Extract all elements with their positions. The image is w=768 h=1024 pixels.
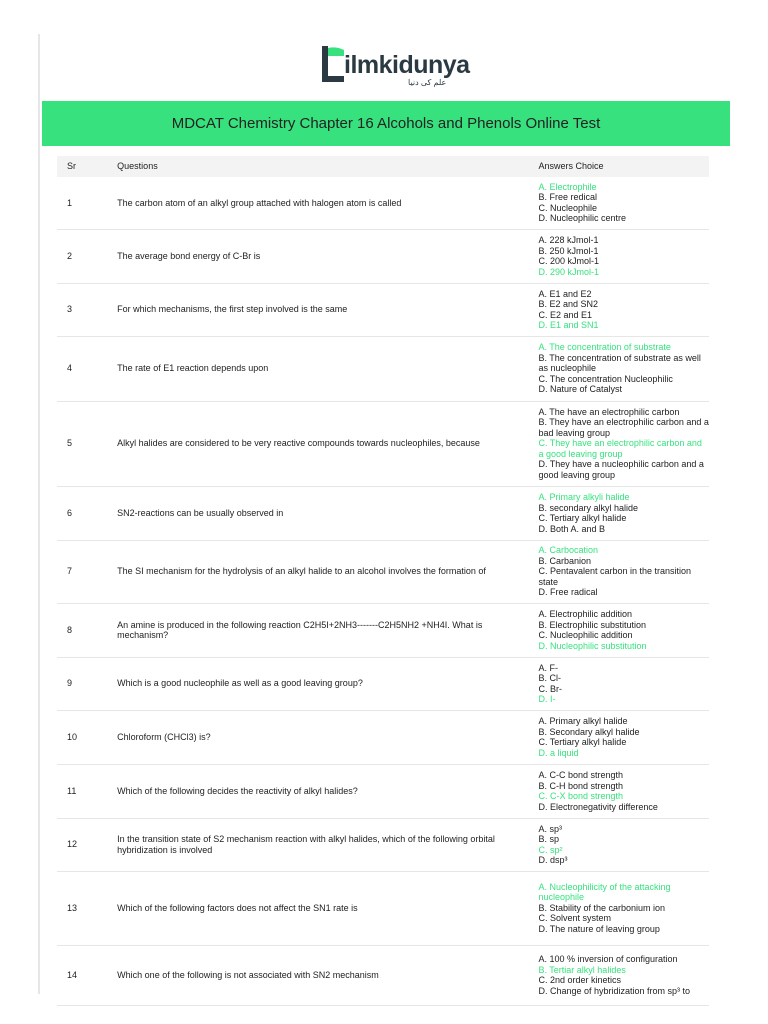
answer-option: C. 2nd order kinetics <box>538 975 621 985</box>
answer-choices <box>538 177 709 229</box>
answer-option-correct: A. The concentration of substrate <box>538 342 671 353</box>
answer-choices <box>538 486 709 540</box>
table-row <box>57 401 709 486</box>
row-number: 5 <box>57 401 117 486</box>
table-row <box>57 336 709 401</box>
table-row <box>57 764 709 818</box>
answer-option: A. F- <box>538 662 558 673</box>
answer-option: B. Electrophilic substitution <box>538 619 647 630</box>
answer-option: D. dsp³ <box>538 855 568 865</box>
question-text: Which is a good nucleophile as well as a good leaving group? <box>117 657 538 710</box>
answer-choices <box>538 401 709 486</box>
answer-option: A. The have an electrophilic carbon <box>538 406 680 417</box>
answer-choices <box>538 818 709 871</box>
answer-option-correct: D. E1 and SN1 <box>538 320 599 330</box>
answer-option: D. The nature of leaving group <box>538 923 660 934</box>
question-text: Alkyl halides are considered to be very reactive compounds towards nucleophiles, because <box>117 401 538 486</box>
table-body <box>57 177 709 1005</box>
question-text: Which one of the following is not associated with SN2 mechanism <box>117 945 538 1005</box>
brand-name: ilmkidunya <box>344 51 470 79</box>
answer-option: B. Carbanion <box>538 555 591 566</box>
answer-option: C. Br- <box>538 683 562 694</box>
answer-option: C. Nucleophilic addition <box>538 630 633 640</box>
question-text: Which of the following decides the reactivity of alkyl halides? <box>117 764 538 818</box>
answer-choices <box>538 283 709 336</box>
question-text: Chloroform (CHCl3) is? <box>117 710 538 764</box>
row-number: 13 <box>57 871 117 945</box>
answer-option: D. Nature of Catalyst <box>538 384 622 395</box>
question-text: In the transition state of S2 mechanism reaction with alkyl halides, which of the following orbital hybridization is involved <box>117 818 538 871</box>
answer-option: D. Both A. and B <box>538 523 605 534</box>
answer-option-correct: A. Nucleophilicity of the attacking <box>538 881 671 892</box>
answer-option: C. Tertiary alkyl halide <box>538 513 627 523</box>
answer-option: A. Primary alkyl halide <box>538 716 628 726</box>
row-number: 3 <box>57 283 117 336</box>
answer-option-correct: A. Primary alkyli halide <box>538 492 630 502</box>
answer-option: A. 228 kJmol-1 <box>538 235 599 245</box>
answer-option: B. E2 and SN2 <box>538 299 598 309</box>
table-row <box>57 603 709 657</box>
answer-option: C. 200 kJmol-1 <box>538 256 599 266</box>
row-number: 9 <box>57 657 117 710</box>
question-text: The rate of E1 reaction depends upon <box>117 336 538 401</box>
question-text: The average bond energy of C-Br is <box>117 229 538 283</box>
question-text: Which of the following factors does not affect the SN1 rate is <box>117 871 538 945</box>
table-row <box>57 945 709 1005</box>
table-row <box>57 657 709 710</box>
answer-option: B. Secondary alkyl halide <box>538 726 640 737</box>
page-title: MDCAT Chemistry Chapter 16 Alcohols and Phenols Online Test <box>171 115 601 132</box>
table-row <box>57 818 709 871</box>
table-row <box>57 177 709 229</box>
answer-option: B. Free redical <box>538 192 597 203</box>
table-row <box>57 540 709 603</box>
answer-option: A. 100 % inversion of configuration <box>538 954 678 964</box>
row-number: 6 <box>57 486 117 540</box>
answer-option: B. They have an electrophilic carbon and a bad leaving group <box>538 417 709 438</box>
answer-choices <box>538 336 709 401</box>
row-number: 4 <box>57 336 117 401</box>
answer-option: D. Free radical <box>538 587 598 598</box>
answer-option-correct: A. Carbocation <box>538 545 598 556</box>
answer-choices <box>538 945 709 1005</box>
table-row <box>57 229 709 283</box>
answer-option: B. Cl- <box>538 673 561 683</box>
answer-option: C. Solvent system <box>538 913 611 924</box>
answer-option: C. The concentration Nucleophilic <box>538 373 673 384</box>
answer-option: C. E2 and E1 <box>538 309 592 320</box>
row-number: 8 <box>57 603 117 657</box>
answer-option-correct: nucleophile <box>538 892 584 903</box>
question-text: For which mechanisms, the first step involved is the same <box>117 283 538 336</box>
answer-option-correct: B. Tertiar alkyl halides <box>538 964 626 975</box>
row-number: 12 <box>57 818 117 871</box>
header-answers: Answers Choice <box>538 156 709 177</box>
row-number: 7 <box>57 540 117 603</box>
table-row <box>57 710 709 764</box>
table-row <box>57 486 709 540</box>
answer-option: C. Tertiary alkyl halide <box>538 737 627 747</box>
answer-option: C. Pentavalent carbon in the transition state <box>538 566 692 587</box>
answer-option-correct: D. a liquid <box>538 747 579 758</box>
answer-option: B. C-H bond strength <box>538 780 623 791</box>
header-questions: Questions <box>117 156 538 177</box>
answer-option: B. sp <box>538 834 559 844</box>
row-number: 10 <box>57 710 117 764</box>
question-text: The SI mechanism for the hydrolysis of an alkyl halide to an alcohol involves the formation of <box>117 540 538 603</box>
questions-table <box>57 156 709 1006</box>
row-number: 11 <box>57 764 117 818</box>
answer-choices <box>538 764 709 818</box>
row-number: 14 <box>57 945 117 1005</box>
answer-option: B. 250 kJmol-1 <box>538 245 599 256</box>
answer-option-correct: C. C-X bond strength <box>538 791 623 801</box>
answer-option-correct: C. sp² <box>538 844 563 855</box>
header-sr: Sr <box>57 156 117 177</box>
answer-option-correct: D. I- <box>538 694 556 704</box>
answer-choices <box>538 710 709 764</box>
table-header-row <box>57 156 709 177</box>
answer-option-correct: D. 290 kJmol-1 <box>538 266 599 277</box>
answer-option: A. E1 and E2 <box>538 288 592 299</box>
page-edge-rule <box>38 34 40 994</box>
page-title-banner <box>42 101 730 146</box>
row-number: 1 <box>57 177 117 229</box>
answer-option: D. Electronegativity difference <box>538 801 658 812</box>
answer-option-correct: A. Electrophile <box>538 181 597 192</box>
row-number: 2 <box>57 229 117 283</box>
answer-choices <box>538 540 709 603</box>
answer-choices <box>538 229 709 283</box>
answer-choices <box>538 657 709 710</box>
answer-option: A. sp³ <box>538 823 562 834</box>
question-text: SN2-reactions can be usually observed in <box>117 486 538 540</box>
table-row <box>57 871 709 945</box>
answer-option: D. Change of hybridization from sp³ to <box>538 985 691 996</box>
brand-tagline: علم کی دنیا <box>408 78 447 87</box>
brand-logo[interactable] <box>320 44 500 90</box>
answer-option: D. They have a nucleophilic carbon and a good leaving group <box>538 459 704 480</box>
table-row <box>57 283 709 336</box>
answer-option-correct: C. They have an electrophilic carbon and a good leaving group <box>538 438 702 459</box>
answer-option-correct: D. Nucleophilic substitution <box>538 640 647 651</box>
answer-option: A. Electrophilic addition <box>538 609 633 619</box>
question-text: An amine is produced in the following reaction C2H5I+2NH3-------C2H5NH2 +NH4I. What is mechanism? <box>117 603 538 657</box>
answer-option: B. secondary alkyl halide <box>538 502 639 513</box>
answer-option: A. C-C bond strength <box>538 770 623 780</box>
answer-option: C. Nucleophile <box>538 202 597 213</box>
answer-option: B. The concentration of substrate as well as nucleophile <box>538 352 701 374</box>
answer-option: D. Nucleophilic centre <box>538 213 626 224</box>
answer-option: B. Stability of the carbonium ion <box>538 902 666 913</box>
question-text: The carbon atom of an alkyl group attached with halogen atom is called <box>117 177 538 229</box>
answer-choices <box>538 871 709 945</box>
answer-choices <box>538 603 709 657</box>
